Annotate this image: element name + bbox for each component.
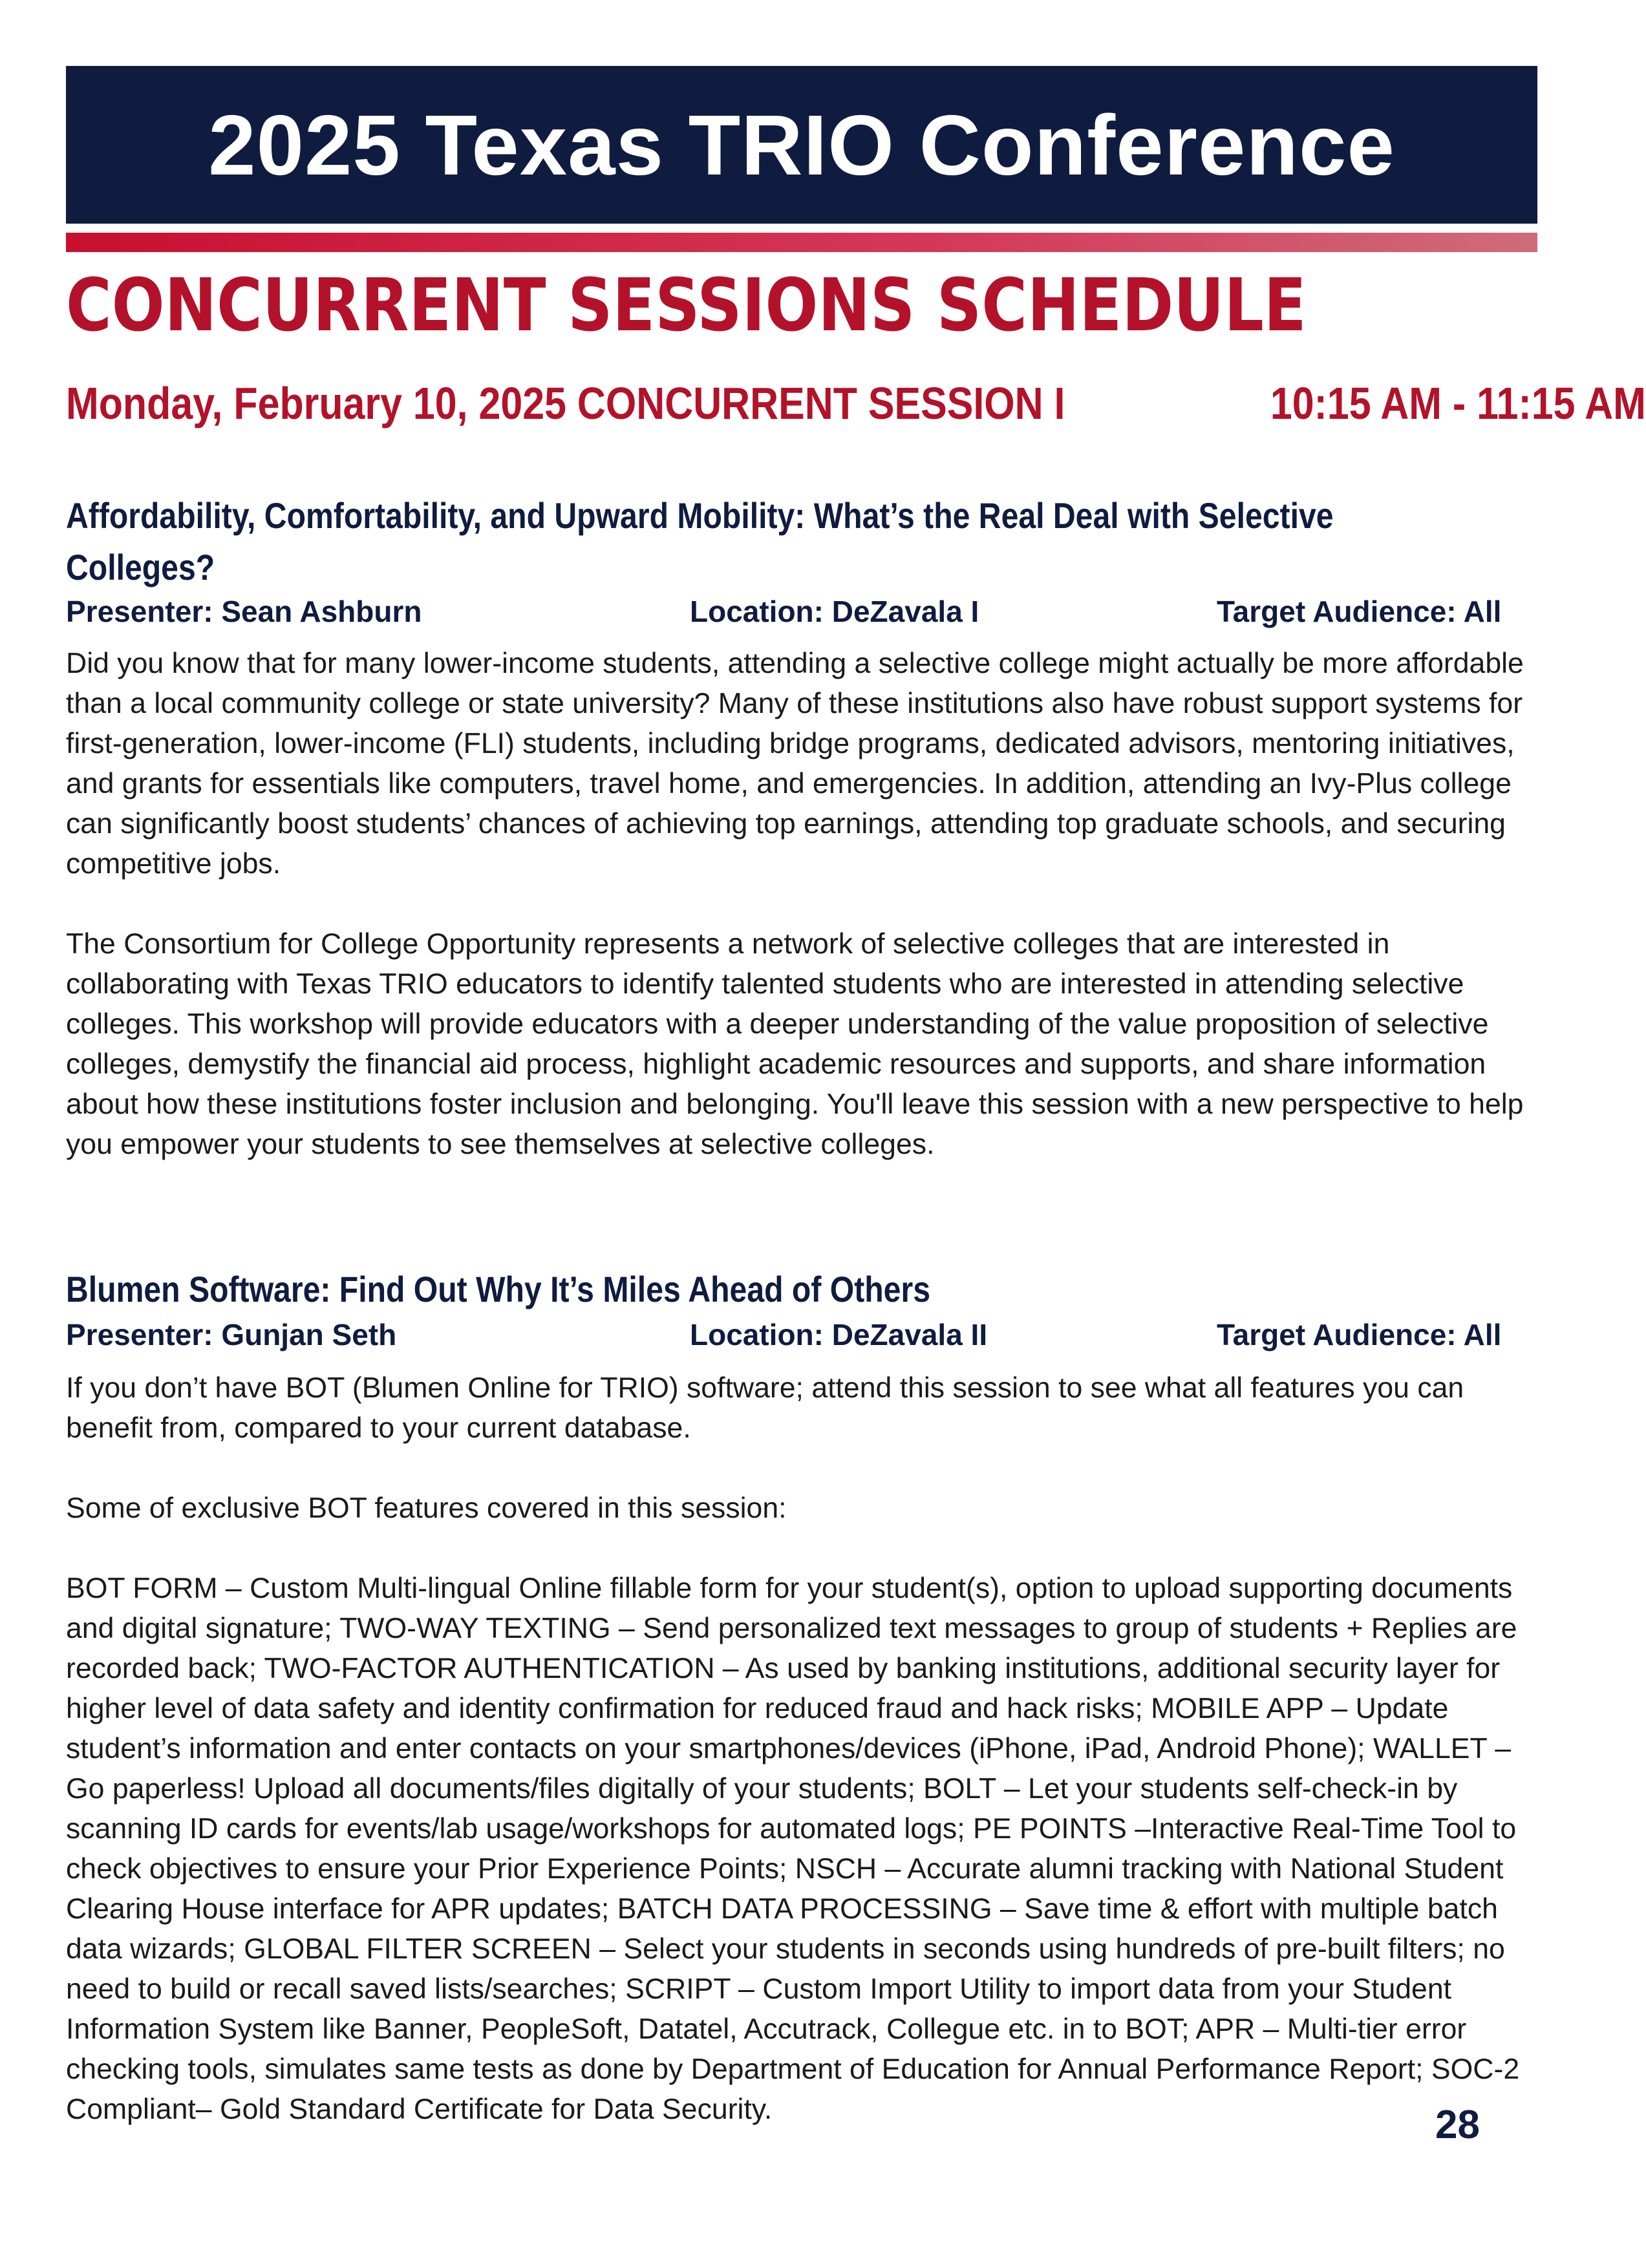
schedule-heading: CONCURRENT SESSIONS SCHEDULE xyxy=(66,264,1307,348)
session-title: Blumen Software: Find Out Why It’s Miles Ahead of Others xyxy=(66,1269,930,1309)
location-label: Location: DeZavala I xyxy=(690,595,979,628)
session-description: Some of exclusive BOT features covered in this session: xyxy=(66,1492,787,1524)
session-meta xyxy=(66,1315,1537,1354)
presenter-label: Presenter: Sean Ashburn xyxy=(66,595,422,628)
session-title: Affordability, Comfortability, and Upward Mobility: What’s the Real Deal with Selective Colleges? xyxy=(66,495,1334,588)
page-number: 28 xyxy=(1435,2103,1480,2147)
location-label: Location: DeZavala II xyxy=(690,1318,988,1351)
audience-label: Target Audience: All xyxy=(1217,1318,1502,1351)
session-description: BOT FORM – Custom Multi-lingual Online fillable form for your student(s), option to upload supporting documents and digital signature; TWO-WAY TEXTING – Send personalized text messages to group of students + Replies are recorded back; TWO-FACTOR AUTHENTICATION – As used by banking institutions, additional security layer for higher level of data safety and identity confirmation for reduced fraud and hack risks; MOBILE APP – Update student’s information and enter contacts on your smartphones/devices (iPhone, iPad, Android Phone); WALLET – Go paperless! Upload all documents/files digitally of your students; BOLT – Let your students self-check-in by scanning ID cards for events/lab usage/workshops for automated logs; PE POINTS –Interactive Real-Time Tool to check objectives to ensure your Prior Experience Points; NSCH – Accurate alumni tracking with National Student Clearing House interface for APR updates; BATCH DATA PROCESSING – Save time & effort with multiple batch data wizards; GLOBAL FILTER SCREEN – Select your students in seconds using hundreds of pre-built filters; no need to build or recall saved lists/searches; SCRIPT – Custom Import Utility to import data from your Student Information System like Banner, PeopleSoft, Datatel, Accutrack, Collegue etc. in to BOT; APR – Multi-tier error checking tools, simulates same tests as done by Department of Education for Annual Performance Report; SOC-2 Compliant– Gold Standard Certificate for Data Security. xyxy=(66,1573,1520,2125)
session-description: Did you know that for many lower-income students, attending a selective college might actually be more affordable than a local community college or state university? Many of these institutions also have robust support systems for first-generation, lower-income (FLI) students, including bridge programs, dedicated advisors, mentoring initiatives, and grants for essentials like computers, travel home, and emergencies. In addition, attending an Ivy-Plus college can significantly boost students’ chances of achieving top earnings, attending top graduate schools, and securing competitive jobs. xyxy=(66,648,1524,880)
conference-banner xyxy=(66,66,1537,224)
conference-title: 2025 Texas TRIO Conference xyxy=(208,97,1395,193)
session-label: Monday, February 10, 2025 CONCURRENT SESSION I xyxy=(66,378,1065,429)
session-header xyxy=(66,377,1646,429)
presenter-label: Presenter: Gunjan Seth xyxy=(66,1318,397,1351)
session-entry xyxy=(66,1264,1537,2130)
audience-label: Target Audience: All xyxy=(1217,595,1502,628)
accent-stripe xyxy=(66,233,1537,252)
session-description: The Consortium for College Opportunity represents a network of selective colleges that are interested in collaborating with Texas TRIO educators to identify talented students who are interested in attending selective colleges. This workshop will provide educators with a deeper understanding of the value proposition of selective colleges, demystify the financial aid process, highlight academic resources and supports, and share information about how these institutions foster inclusion and belonging. You'll leave this session with a new perspective to help you empower your students to see themselves at selective colleges. xyxy=(66,928,1524,1160)
session-entry xyxy=(66,490,1537,1165)
session-meta xyxy=(66,592,1537,631)
session-description: If you don’t have BOT (Blumen Online for TRIO) software; attend this session to see what all features you can benefit from, compared to your current database. xyxy=(66,1372,1464,1444)
session-time: 10:15 AM - 11:15 AM xyxy=(1270,378,1646,429)
